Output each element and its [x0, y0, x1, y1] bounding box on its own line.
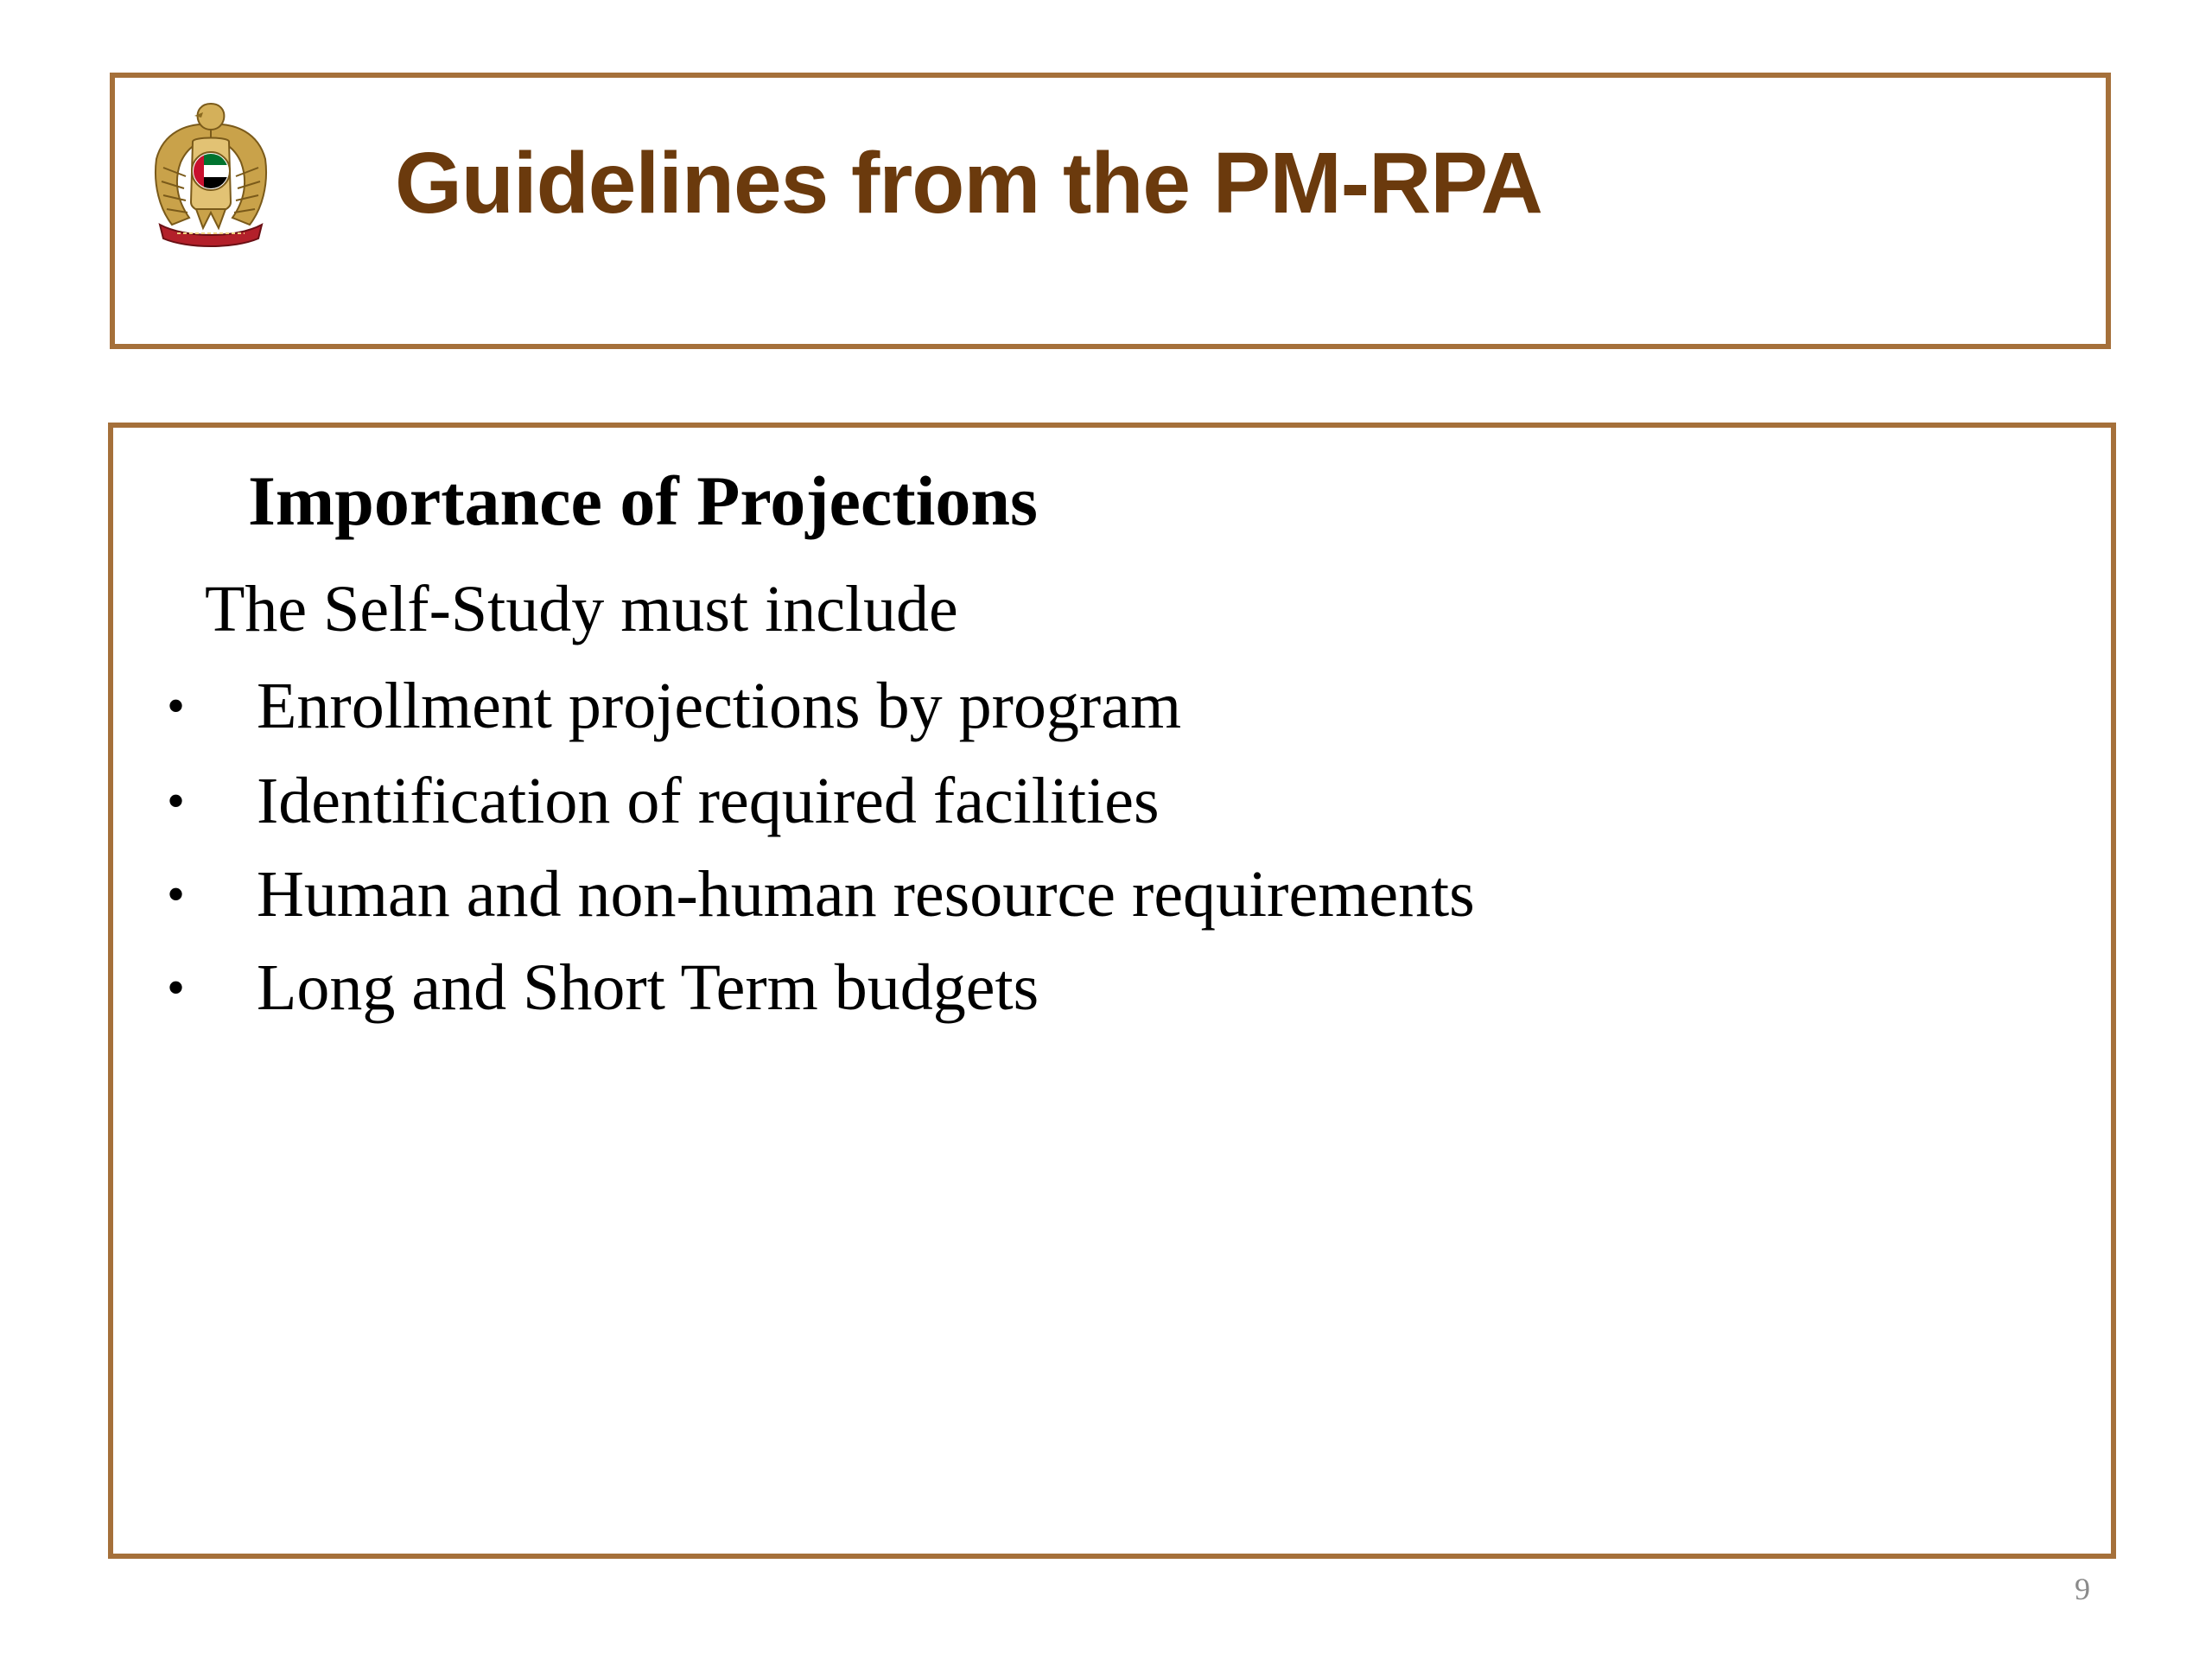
section-heading: Importance of Projections	[248, 461, 1038, 540]
content-frame	[108, 423, 2116, 1559]
bullet-text: Enrollment projections by program	[257, 670, 1182, 742]
bullet-text: Human and non-human resource requirements	[257, 858, 1475, 931]
title-frame	[110, 73, 2111, 349]
uae-emblem-icon	[151, 99, 270, 247]
bullet-text: Long and Short Term budgets	[257, 951, 1039, 1024]
slide-title: Guidelines from the PM-RPA	[395, 135, 1542, 232]
bullet-text: Identification of required facilities	[257, 765, 1160, 837]
intro-text: The Self-Study must include	[205, 573, 958, 645]
bullet-icon: •	[167, 772, 186, 830]
page-number: 9	[2075, 1572, 2090, 1606]
bullet-icon: •	[167, 866, 186, 923]
bullet-icon: •	[167, 677, 186, 734]
bullet-icon: •	[167, 959, 186, 1016]
